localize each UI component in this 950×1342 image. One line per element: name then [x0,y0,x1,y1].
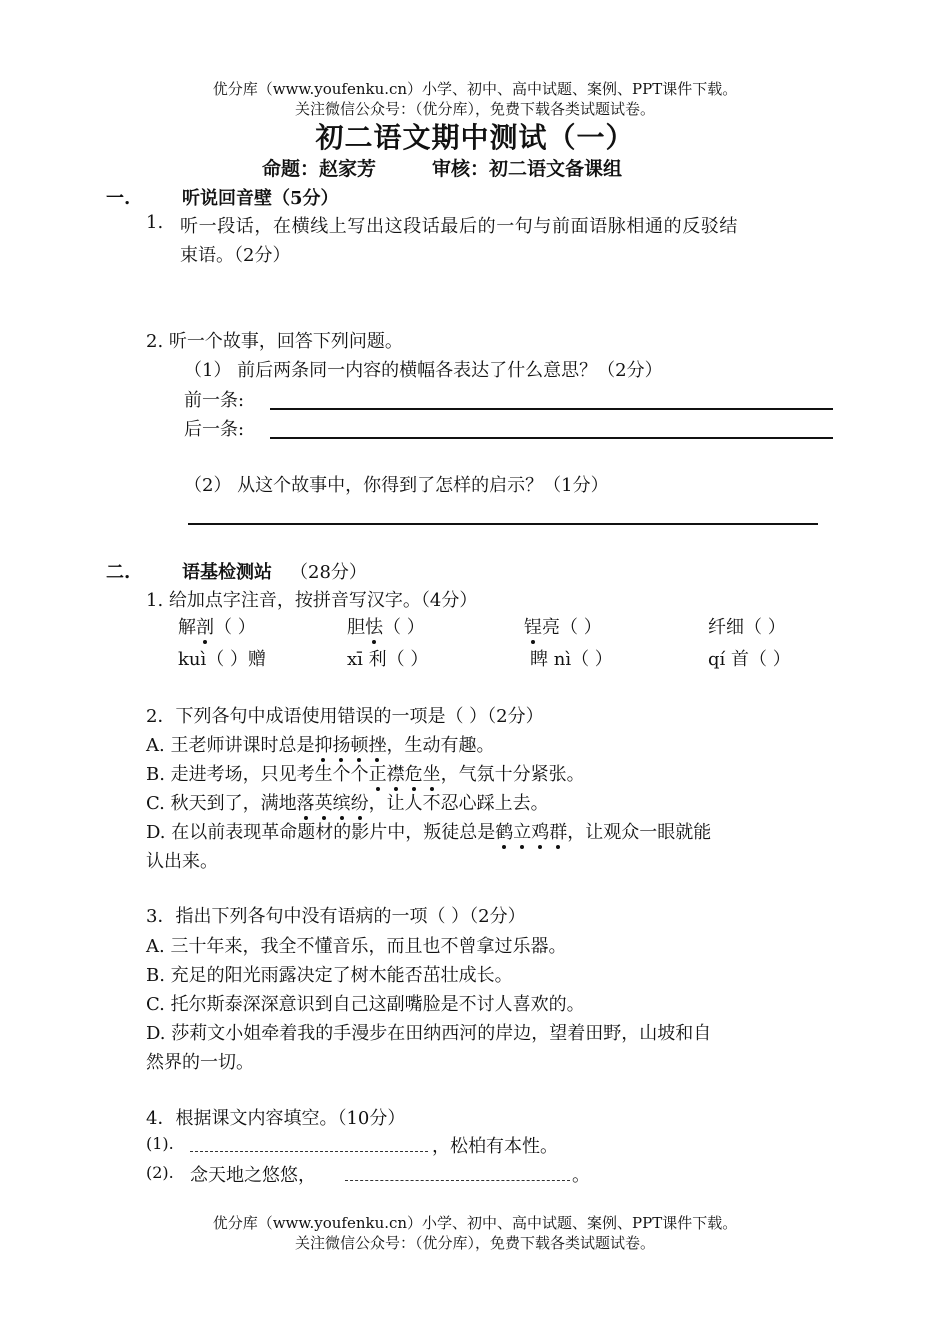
s2-q2-b: B. 走进考场，只见考生个个正襟危坐，气氛十分紧张。 [146,760,585,786]
s2-q3: 3．指出下列各句中没有语病的一项（ ）（2分） [146,906,526,927]
footer-line-2: 关注微信公众号：（优分库），免费下载各类试题试卷。 [294,1234,655,1252]
emphasis-char: 挫 [368,731,386,757]
pinyin-4: qí 首（ ） [708,649,791,670]
emphasis-char: 立 [513,818,531,844]
s2-q3-b: B. 充足的阳光雨露决定了树木能否茁壮成长。 [146,965,513,986]
s1-q1-number: 1. [146,212,164,233]
section-2-score: （28分） [290,562,367,583]
s2-q4-1-text: ，松柏有本性。 [432,1136,558,1157]
s2-q2-d-line2: 认出来。 [146,851,218,872]
emphasis-char: 落 [297,789,315,815]
pinyin-3: 睥 nì（ ） [530,649,613,670]
s2-q3-c: C. 托尔斯泰深深意识到自己这副嘴脸是不讨人喜欢的。 [146,994,585,1015]
emphasis-char: 纷 [351,789,369,815]
emphasis-char: 鹤 [495,818,513,844]
s2-q2: 2．下列各句中成语使用错误的一项是（ ）（2分） [146,706,544,727]
emphasis-char: 襟 [387,760,405,786]
s2-q1: 1. 给加点字注音，按拼音写汉字。（4分） [146,590,478,611]
s1-q1-line2: 束语。（2分） [180,245,291,266]
section-1-number: 一. [106,188,131,209]
label-back: 后一条: [184,419,245,440]
emphasis-char: 群 [549,818,567,844]
emphasis-char: 顿 [350,731,368,757]
section-1-title: 听说回音壁（5分） [182,188,339,209]
s2-q4-2-text: 念天地之悠悠， [190,1165,316,1186]
emphasis-char: 抑 [314,731,332,757]
header-line-1: 优分库（www.youfenku.cn）小学、初中、高中试题、案例、PPT课件下载。 [212,80,738,98]
setter: 命题：赵家芳 [262,158,377,180]
answer-line-front[interactable] [270,408,833,410]
word-3: 锃亮（ ） [524,613,602,639]
s2-q4-1-number: (1). [146,1134,174,1153]
s2-q3-d-line1: D. 莎莉文小姐牵着我的手漫步在田纳西河的岸边，望着田野，山坡和自 [146,1023,712,1044]
s2-q3-d-line2: 然界的一切。 [146,1052,254,1073]
emphasis-char: 鸡 [531,818,549,844]
s1-q2-2: （2） 从这个故事中，你得到了怎样的启示？（1分） [184,475,609,496]
emphasis-char: 正 [369,760,387,786]
s2-q4: 4．根据课文内容填空。（10分） [146,1108,406,1129]
section-2-number: 二. [106,562,131,583]
word-1: 解剖（ ） [178,613,256,639]
s1-q2: 2. 听一个故事，回答下列问题。 [146,331,403,352]
emphasis-char: 坐 [423,760,441,786]
s1-q2-1: （1） 前后两条同一内容的横幅各表达了什么意思？（2分） [184,360,663,381]
word-4: 纤细（ ） [708,617,786,638]
s2-q2-a: A. 王老师讲课时总是抑扬顿挫，生动有趣。 [146,731,494,757]
emphasis-char: 危 [405,760,423,786]
s2-q4-2-number: (2). [146,1163,174,1182]
emphasis-char: 缤 [333,789,351,815]
pinyin-2: xī 利（ ） [347,649,429,670]
emphasis-char: 扬 [332,731,350,757]
label-front: 前一条: [184,390,245,411]
emphasis-char: 英 [315,789,333,815]
s2-q2-d-line1: D. 在以前表现革命题材的影片中，叛徒总是鹤立鸡群，让观众一眼就能 [146,818,711,844]
page-title: 初二语文期中测试（一） [315,121,635,154]
footer-line-1: 优分库（www.youfenku.cn）小学、初中、高中试题、案例、PPT课件下载。 [212,1214,738,1232]
answer-line-insight[interactable] [188,523,818,525]
reviewer: 审核：初二语文备课组 [432,158,623,180]
header-line-2: 关注微信公众号：（优分库），免费下载各类试题试卷。 [294,100,655,118]
word-2: 胆怯（ ） [347,613,425,639]
fill-blank-2[interactable] [345,1180,570,1181]
s1-q1-line1: 听一段话，在横线上写出这段话最后的一句与前面语脉相通的反驳结 [180,216,738,237]
s2-q4-2-end: 。 [572,1165,590,1186]
pinyin-1: kuì（ ）赠 [178,649,266,670]
answer-line-back[interactable] [270,437,833,439]
fill-blank-1[interactable] [190,1151,428,1152]
s2-q2-c: C. 秋天到了，满地落英缤纷，让人不忍心踩上去。 [146,789,549,815]
s2-q3-a: A. 三十年来，我全不懂音乐，而且也不曾拿过乐器。 [146,936,567,957]
section-2-title: 语基检测站 [182,562,272,583]
